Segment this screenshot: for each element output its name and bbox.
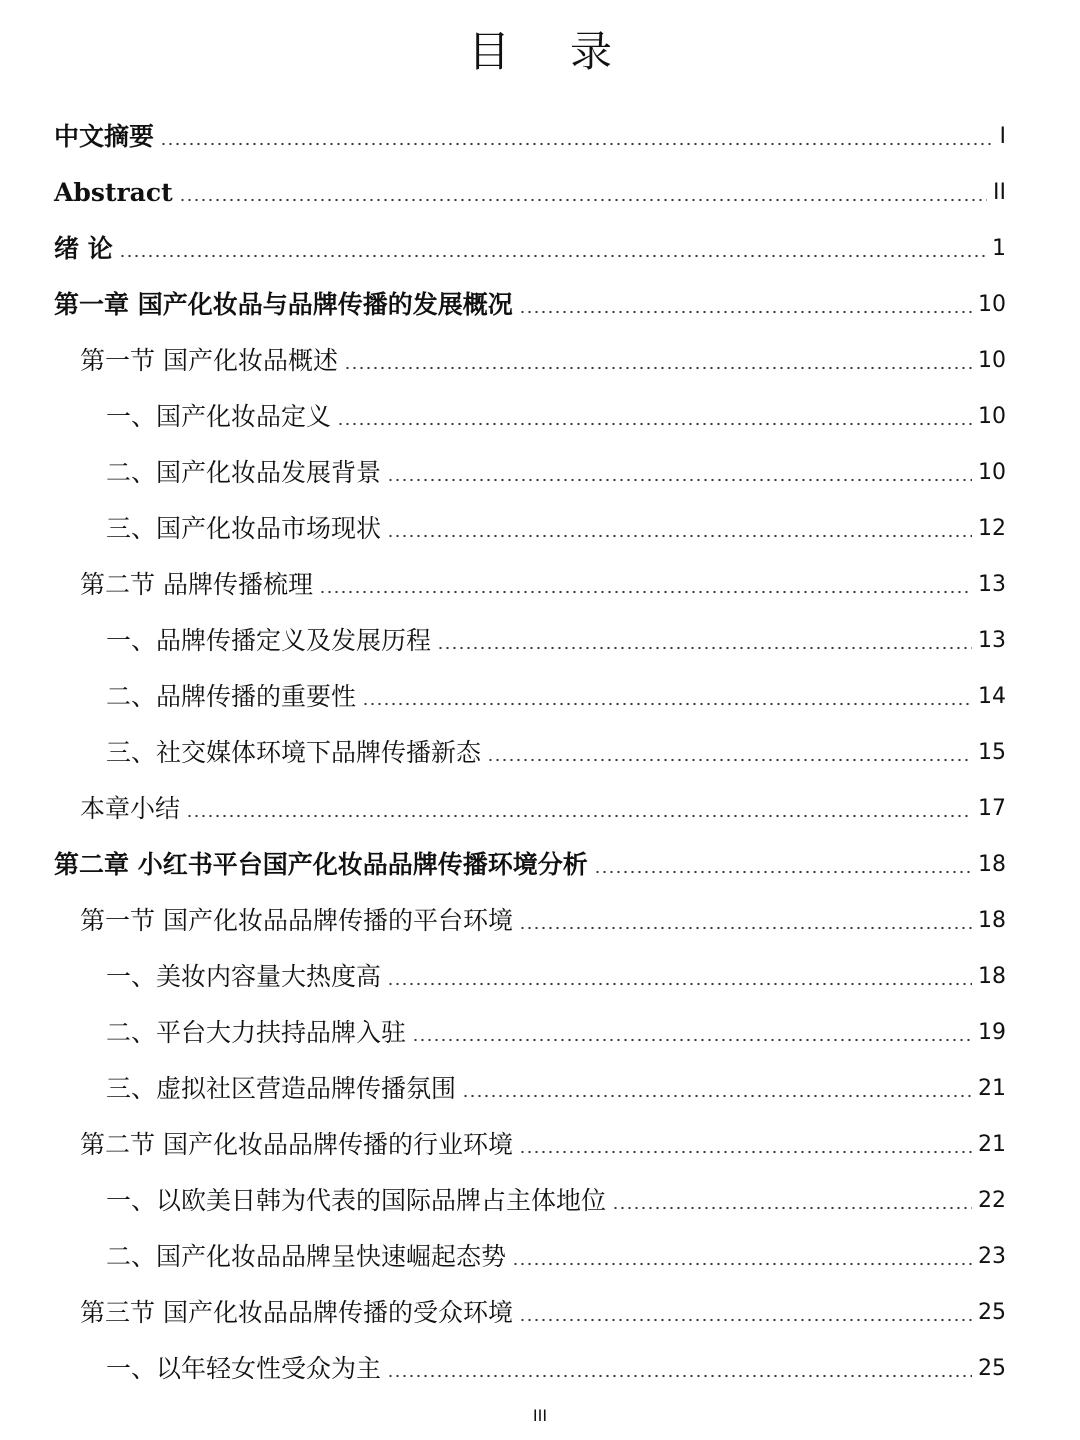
toc-entry-section[interactable] — [80, 898, 1006, 938]
toc-leader — [462, 1094, 972, 1098]
toc-entry-page: 18 — [978, 908, 1006, 933]
toc-leader — [512, 1262, 972, 1266]
toc-entry-page: 10 — [978, 292, 1006, 317]
toc-leader — [344, 366, 972, 370]
toc-entry-label: 第三节 国产化妆品品牌传播的受众环境 — [80, 1298, 513, 1327]
toc-entry-chinese-abstract[interactable] — [54, 114, 1006, 154]
toc-entry-label: 第二节 品牌传播梳理 — [80, 570, 313, 599]
toc-entry-label: 一、品牌传播定义及发展历程 — [106, 626, 432, 655]
toc-entry-label: 二、国产化妆品品牌呈快速崛起态势 — [106, 1242, 507, 1271]
toc-entry-page: 21 — [978, 1132, 1006, 1157]
toc-entry-label: 第一章 国产化妆品与品牌传播的发展概况 — [54, 290, 513, 319]
toc-entry-label: 第一节 国产化妆品品牌传播的平台环境 — [80, 906, 513, 935]
toc-entry-label: 一、以欧美日韩为代表的国际品牌占主体地位 — [106, 1186, 607, 1215]
toc-leader — [437, 646, 972, 650]
toc-leader — [387, 1374, 972, 1378]
toc-entry-page: 25 — [978, 1356, 1006, 1381]
toc-entry-page: 10 — [978, 404, 1006, 429]
toc-entry-page: 19 — [978, 1020, 1006, 1045]
toc-entry-page: 13 — [978, 628, 1006, 653]
toc-leader — [612, 1206, 972, 1210]
toc-leader — [119, 254, 986, 258]
toc-entry-label: 三、社交媒体环境下品牌传播新态 — [106, 738, 482, 767]
toc-entry-label: 二、国产化妆品发展背景 — [106, 458, 382, 487]
toc-entry-subsection[interactable] — [106, 730, 1006, 770]
toc-entry-label: 二、平台大力扶持品牌入驻 — [106, 1018, 407, 1047]
toc-leader — [362, 702, 972, 706]
toc-entry-subsection[interactable] — [106, 1066, 1006, 1106]
toc-leader — [387, 534, 972, 538]
toc-entry-subsection[interactable] — [106, 618, 1006, 658]
toc-entry-page: 13 — [978, 572, 1006, 597]
toc-entry-subsection[interactable] — [106, 1346, 1006, 1386]
toc-entry-page: 18 — [978, 852, 1006, 877]
toc-leader — [594, 870, 972, 874]
toc-entry-page: 1 — [992, 236, 1006, 261]
toc-entry-label: 中文摘要 — [54, 122, 155, 151]
toc-entry-label: 一、美妆内容量大热度高 — [106, 962, 382, 991]
toc-leader — [519, 1318, 972, 1322]
toc-entry-page: 10 — [978, 348, 1006, 373]
toc-entry-chapter-1[interactable] — [54, 282, 1006, 322]
toc-entry-label: 第二节 国产化妆品品牌传播的行业环境 — [80, 1130, 513, 1159]
toc-entry-page: I — [999, 124, 1006, 149]
toc-entry-page: 15 — [978, 740, 1006, 765]
toc-entry-page: 23 — [978, 1244, 1006, 1269]
toc-leader — [160, 142, 993, 146]
toc-entry-subsection[interactable] — [106, 674, 1006, 714]
toc-leader — [487, 758, 972, 762]
toc-entry-label: 二、品牌传播的重要性 — [106, 682, 357, 711]
toc-entry-chapter-summary[interactable] — [80, 786, 1006, 826]
toc-leader — [387, 982, 972, 986]
toc-entry-subsection[interactable] — [106, 450, 1006, 490]
toc-entry-page: 17 — [978, 796, 1006, 821]
toc-entry-label: 本章小结 — [80, 794, 181, 823]
toc-entry-page: 25 — [978, 1300, 1006, 1325]
toc-leader — [519, 310, 972, 314]
toc-entry-label: 第二章 小红书平台国产化妆品品牌传播环境分析 — [54, 850, 588, 879]
toc-entry-page: 12 — [978, 516, 1006, 541]
toc-entry-label: Abstract — [54, 178, 173, 207]
toc-entry-label: 一、国产化妆品定义 — [106, 402, 332, 431]
toc-entry-subsection[interactable] — [106, 1178, 1006, 1218]
toc-entry-label: 三、虚拟社区营造品牌传播氛围 — [106, 1074, 457, 1103]
toc-entry-page: 18 — [978, 964, 1006, 989]
toc-entry-label: 第一节 国产化妆品概述 — [80, 346, 338, 375]
toc-entry-section[interactable] — [80, 1122, 1006, 1162]
toc-entry-chapter-2[interactable] — [54, 842, 1006, 882]
toc-entry-section[interactable] — [80, 562, 1006, 602]
page-title: 目录 — [467, 27, 672, 76]
toc-leader — [337, 422, 972, 426]
toc-leader — [179, 198, 987, 202]
toc-leader — [519, 926, 972, 930]
toc-entry-page: 14 — [978, 684, 1006, 709]
toc-leader — [186, 814, 972, 818]
toc-leader — [319, 590, 972, 594]
page-number-footer: III — [532, 1406, 548, 1425]
toc-entry-subsection[interactable] — [106, 394, 1006, 434]
toc-entry-label: 一、以年轻女性受众为主 — [106, 1354, 382, 1383]
toc-entry-label: 三、国产化妆品市场现状 — [106, 514, 382, 543]
toc-entry-introduction[interactable] — [54, 226, 1006, 266]
toc-leader — [387, 478, 972, 482]
toc-entry-page: 21 — [978, 1076, 1006, 1101]
toc-entry-section[interactable] — [80, 338, 1006, 378]
toc-entry-label: 绪 论 — [54, 234, 113, 263]
toc-entry-subsection[interactable] — [106, 1234, 1006, 1274]
toc-entry-page: 22 — [978, 1188, 1006, 1213]
toc-entry-subsection[interactable] — [106, 506, 1006, 546]
toc-leader — [519, 1150, 972, 1154]
toc-entry-subsection[interactable] — [106, 1010, 1006, 1050]
toc-entry-page: 10 — [978, 460, 1006, 485]
toc-entry-page: II — [993, 180, 1006, 205]
toc-entry-subsection[interactable] — [106, 954, 1006, 994]
toc-entry-abstract[interactable] — [54, 170, 1006, 210]
toc-entry-section[interactable] — [80, 1290, 1006, 1330]
toc-leader — [412, 1038, 972, 1042]
